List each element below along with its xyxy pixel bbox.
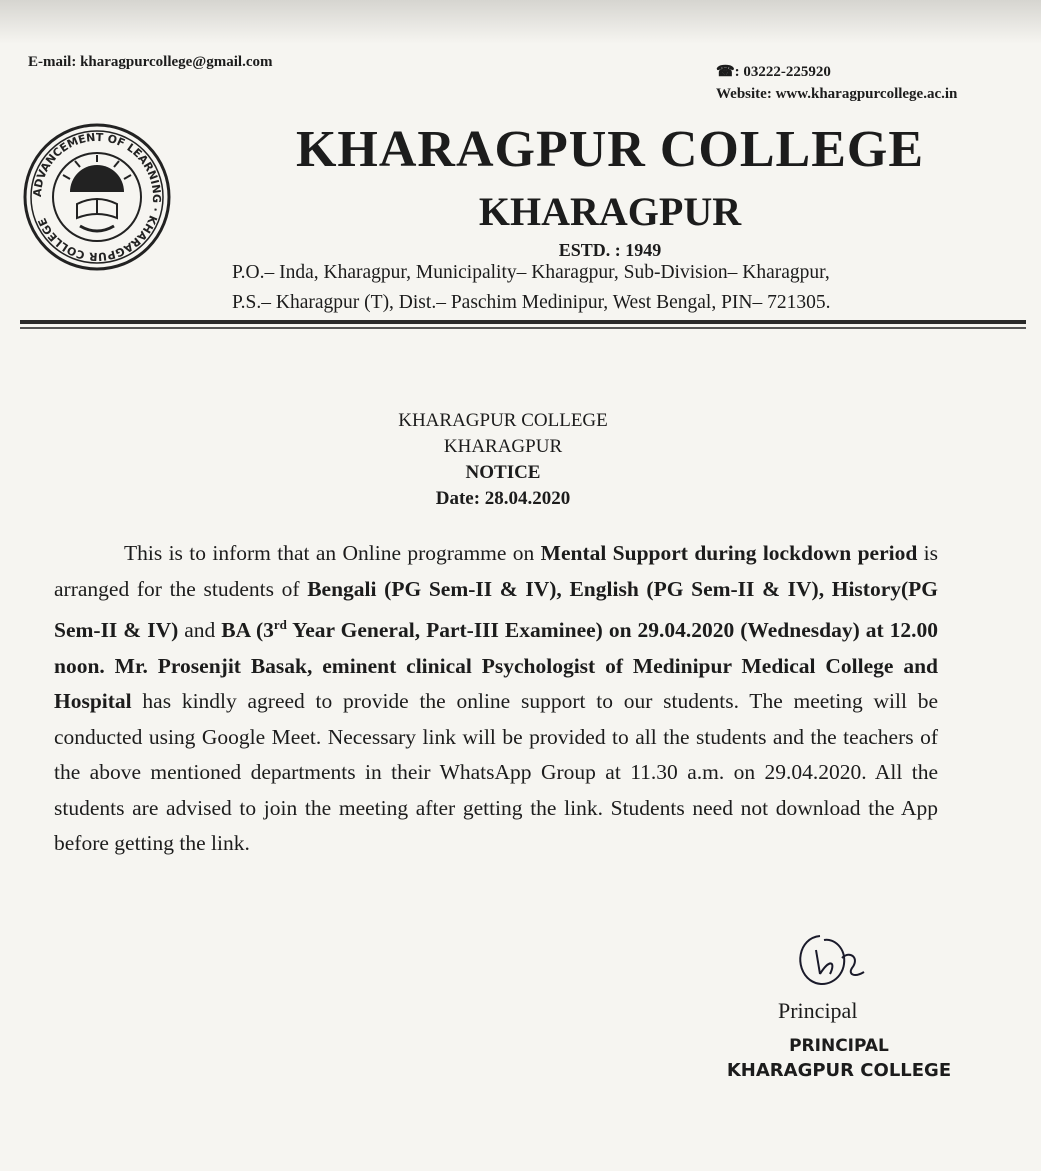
body-text-5: and — [178, 618, 222, 643]
body-text-1: This is to inform that an Online programme on — [124, 541, 541, 565]
stamp-title: PRINCIPAL — [789, 1036, 889, 1056]
notice-body — [54, 536, 938, 862]
header-email: E-mail: kharagpurcollege@gmail.com — [28, 54, 273, 70]
header-website: Website: www.kharagpurcollege.ac.in — [716, 86, 958, 102]
address-line-2: P.S.– Kharagpur (T), Dist.– Paschim Medinipur, West Bengal, PIN– 721305. — [232, 292, 831, 313]
svg-text:ADVANCEMENT OF LEARNING · KHAR: ADVANCEMENT OF LEARNING · KHARAGPUR COLLEGE — [30, 130, 164, 264]
scan-shade — [0, 0, 1041, 44]
college-seal-icon — [22, 122, 172, 272]
body-text-4: Bengali (PG Sem-II & IV), English (PG Sem-II & IV), History(PG Sem-II & IV) — [54, 576, 939, 643]
body-text-9: has kindly agreed to provide the online support to our students. The meeting will be conducted using Google Meet. Necessary link will be provided to all the students and the teachers of the above mentioned departments in their WhatsApp Group at 11.30 a.m. on 29.04.2020. All the students are advised to join the meeting after getting the link. Students need not download the App before getting the link. — [54, 689, 938, 856]
notice-heading — [300, 408, 706, 512]
signature-icon — [790, 928, 870, 990]
header-divider — [20, 320, 1026, 324]
establishment-year: ESTD. : 1949 — [558, 240, 662, 260]
header-divider-thin — [20, 327, 1026, 329]
body-text-7: rd — [273, 617, 287, 632]
header-phone: ☎: 03222-225920 — [716, 64, 831, 80]
stamp-organization: KHARAGPUR COLLEGE — [726, 1060, 952, 1081]
college-name: KHARAGPUR COLLEGE — [295, 121, 925, 178]
signatory-label: Principal — [778, 998, 858, 1023]
notice-college: KHARAGPUR COLLEGE — [398, 410, 608, 431]
address-line-1: P.O.– Inda, Kharagpur, Municipality– Kharagpur, Sub-Division– Kharagpur, — [232, 262, 830, 283]
body-text-3: is arranged for the students of — [54, 541, 939, 601]
notice-date: Date: 28.04.2020 — [435, 488, 571, 509]
body-text-8: Year General, Part-III Examinee) on 29.04.2020 (Wednesday) at 12.00 noon. Mr. Prosenjit Basak, eminent clinical Psychologist of Medinipur Medical College and Hospital — [54, 618, 939, 714]
notice-title: NOTICE — [465, 462, 541, 483]
body-text-6: BA (3 — [221, 618, 274, 643]
body-text-2: Mental Support during lockdown period — [540, 541, 918, 565]
college-city: KHARAGPUR — [478, 189, 742, 234]
notice-city: KHARAGPUR — [443, 436, 563, 457]
